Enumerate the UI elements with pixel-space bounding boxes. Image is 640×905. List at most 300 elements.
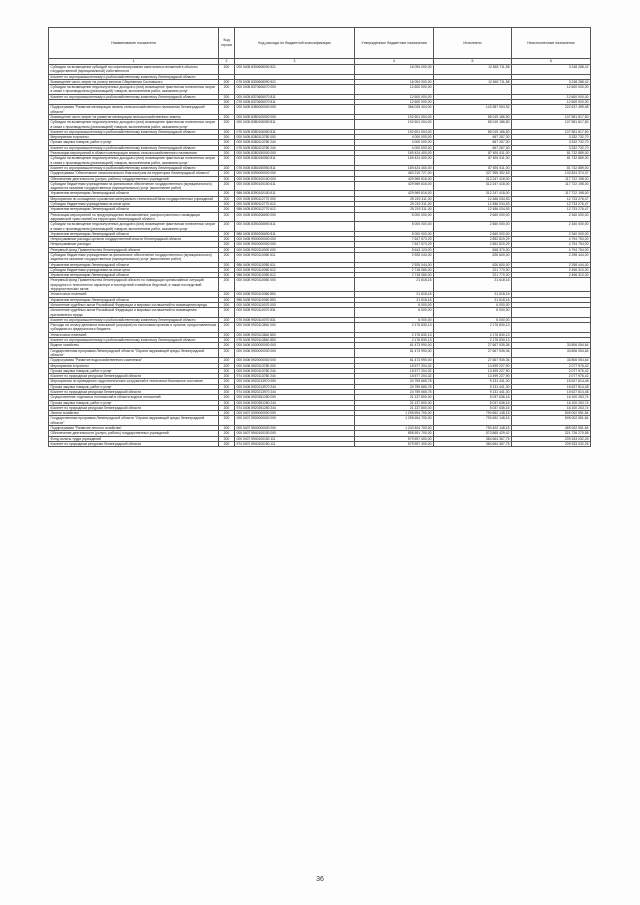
row-classification-code: 000 0405 9920113840 853 <box>235 332 355 337</box>
row-approved: 2 925 044,00 <box>355 252 434 262</box>
row-name: Комитет по природным ресурсам Ленинградской области <box>49 390 219 395</box>
row-approved: 24 759 665,78 <box>355 390 434 395</box>
row-unexecuted: 117 722 198,00 <box>512 181 591 191</box>
row-executed: 327 395 352,63 <box>434 171 512 176</box>
row-executed: 667 267,30 <box>434 145 512 150</box>
row-approved: 21 137 800,00 <box>355 395 434 400</box>
row-line-code: 200 <box>219 247 235 252</box>
row-name: Прочая закупка товаров, работ и услуг <box>49 384 219 389</box>
row-unexecuted: 2 298 444,00 <box>512 252 591 262</box>
column-number: 6 <box>512 59 591 65</box>
row-classification-code: 000 0405 8370606070 000 <box>235 85 355 95</box>
row-unexecuted: 16 100 263,74 <box>512 405 591 410</box>
row-name: Комитет по агропромышленному и рыбохозяйственному комплексу Ленинградской области <box>49 74 219 79</box>
row-executed: 2 176 830,13 <box>434 338 512 343</box>
row-classification-code: 986 0405 8390112770 612 <box>235 207 355 212</box>
row-name: Субсидии бюджетным учреждениям на финансовое обеспечение государственного (муниципального) задания на оказание государственных (муниципальных) услуг (выполнение работ) <box>49 181 219 191</box>
row-executed: 5 037 636,16 <box>434 405 512 410</box>
row-approved: 4 000 000,00 <box>355 140 434 145</box>
row-approved: 25 219 311,00 <box>355 196 434 201</box>
row-name: Комитет по агропромышленному и рыбохозяйственному комплексу Ленинградской области <box>49 129 219 134</box>
row-unexecuted: 81 732 889,00 <box>512 151 591 156</box>
row-line-code: 200 <box>219 278 235 292</box>
row-approved: 12 600 000,00 <box>355 94 434 99</box>
row-unexecuted: 2 496 310,00 <box>512 273 591 278</box>
row-approved: 460 219 727,00 <box>355 171 434 176</box>
row-unexecuted: 3 248 288,42 <box>512 65 591 75</box>
row-line-code: 200 <box>219 151 235 156</box>
row-approved: 61 473 990,00 <box>355 343 434 348</box>
row-unexecuted: 209 333 032,25 <box>512 436 591 441</box>
row-name: Непрограммные расходы органов государственной власти Ленинградской области <box>49 237 219 242</box>
row-approved: 5 643 124,00 <box>355 247 434 252</box>
row-line-code: 200 <box>219 94 235 99</box>
row-approved: 6 000,00 <box>355 317 434 322</box>
budget-execution-table <box>48 27 591 447</box>
row-executed: 9 131 441,30 <box>434 390 512 395</box>
row-unexecuted: 3 248 288,42 <box>512 79 591 84</box>
row-name: Управление ветеринарии Ленинградской области <box>49 297 219 302</box>
row-name: Комитет по агропромышленному и рыбохозяйственному комплексу Ленинградской области <box>49 165 219 170</box>
row-unexecuted <box>512 278 591 292</box>
row-name: Комитет по агропромышленному и рыбохозяйственному комплексу Ленинградской области <box>49 94 219 99</box>
table-row <box>49 252 591 262</box>
row-executed: 384 664 367,75 <box>434 441 512 446</box>
row-executed: 667 267,30 <box>434 135 512 140</box>
row-executed: 790 652 148,15 <box>434 411 512 416</box>
row-unexecuted: 12 600 000,00 <box>512 100 591 105</box>
row-name: Комитет по природным ресурсам Ленинградской области <box>49 405 219 410</box>
header-unexecuted: Неисполненные назначения <box>512 28 591 59</box>
table-row <box>49 441 591 446</box>
row-classification-code: 000 0406 5920213970 244 <box>235 384 355 389</box>
row-classification-code: 000 0407 0000000000 000 <box>235 411 355 416</box>
row-approved: 21 137 800,00 <box>355 400 434 405</box>
row-name: Комитет по природным ресурсам Ленинградской области <box>49 441 219 446</box>
table-row <box>49 85 591 95</box>
row-name: Комитет по агропромышленному и рыбохозяйственному комплексу Ленинградской области <box>49 317 219 322</box>
row-line-code: 200 <box>219 145 235 150</box>
row-unexecuted: 12 733 276,47 <box>512 202 591 207</box>
row-name: Резервный фонд Правительства Ленинградской области <box>49 247 219 252</box>
row-executed: 9 131 441,30 <box>434 379 512 384</box>
row-approved: 21 618,16 <box>355 292 434 297</box>
row-line-code: 200 <box>219 416 235 426</box>
column-number: 5 <box>434 59 512 65</box>
row-approved: 2 176 830,13 <box>355 323 434 333</box>
row-classification-code: 000 0405 8380150000 000 <box>235 151 355 156</box>
row-line-code: 200 <box>219 120 235 130</box>
row-name: Мероприятия и проекты <box>49 135 219 140</box>
header-approved: Утвержденные бюджетные назначения <box>355 28 434 59</box>
row-classification-code: 000 0406 5900000000 000 <box>235 348 355 358</box>
row-line-code: 200 <box>219 237 235 242</box>
row-approved: 21 618,16 <box>355 278 434 292</box>
row-approved: 192 601 004,00 <box>355 129 434 134</box>
row-executed: 13 499 227,90 <box>434 363 512 368</box>
row-classification-code: 986 0405 8390206690 811 <box>235 231 355 236</box>
row-name: Исполнение судебных актов Российской Федерации и мировых соглашений по возмещению вреда <box>49 302 219 307</box>
row-line-code: 200 <box>219 129 235 134</box>
row-unexecuted: 505 002 551,84 <box>512 411 591 416</box>
row-classification-code: 000 0406 5920113780 000 <box>235 363 355 368</box>
row-approved: 2 176 830,13 <box>355 338 434 343</box>
row-approved: 16 094 000,00 <box>355 79 434 84</box>
row-approved: 25 219 311,00 <box>355 202 434 207</box>
row-approved: 1 295 654 700,00 <box>355 416 434 426</box>
row-classification-code: 000 0405 9920110000 000 <box>235 247 355 252</box>
row-name: Субсидии на возмещение недополученных доходов и (или) возмещение фактически понесенных затрат в связи с производством (реализацией) товаров, выполнением работ, оказанием услуг <box>49 222 219 232</box>
row-line-code: 200 <box>219 431 235 436</box>
row-line-code: 200 <box>219 262 235 267</box>
row-unexecuted: 16 100 263,74 <box>512 400 591 405</box>
row-name: Комитет по агропромышленному и рыбохозяйственному комплексу Ленинградской области <box>49 338 219 343</box>
row-unexecuted: 4 794 754,00 <box>512 237 591 242</box>
row-name: Исполнение судебных актов Российской Федерации и мировых соглашений по возмещению причиненного вреда <box>49 308 219 318</box>
row-approved: 21 618,16 <box>355 297 434 302</box>
row-executed: 2 660 000,00 <box>434 231 512 236</box>
row-line-code: 200 <box>219 79 235 84</box>
row-name: Водное хозяйство <box>49 343 219 348</box>
row-executed: 12 486 034,53 <box>434 196 512 201</box>
row-executed: 12 845 711,58 <box>434 79 512 84</box>
row-approved: 61 473 990,00 <box>355 348 434 358</box>
row-name: Расходы на оплату денежных взысканий (штрафов) по налоговым органам и органов, предоставленным субсидиям из федерального бюджета <box>49 323 219 333</box>
row-line-code: 200 <box>219 176 235 181</box>
row-executed: 12 486 034,53 <box>434 207 512 212</box>
row-unexecuted <box>512 323 591 333</box>
row-line-code: 200 <box>219 202 235 207</box>
row-classification-code: 000 0405 8390206690 811 <box>235 222 355 232</box>
row-name: Комитет по природным ресурсам Ленинградской области <box>49 374 219 379</box>
row-unexecuted: 3 332 732,70 <box>512 145 591 150</box>
row-executed: 384 664 367,75 <box>434 436 512 441</box>
row-line-code: 200 <box>219 212 235 222</box>
row-unexecuted: 107 581 817,50 <box>512 129 591 134</box>
row-line-code: 200 <box>219 302 235 307</box>
row-classification-code: 000 0406 5920351280 244 <box>235 400 355 405</box>
row-classification-code: 000 0405 9920000000 000 <box>235 242 355 247</box>
row-classification-code: 000 0405 8390112770 612 <box>235 202 355 207</box>
row-classification-code: 075 0405 8380150550 811 <box>235 165 355 170</box>
table-row <box>49 156 591 166</box>
row-line-code: 200 <box>219 191 235 196</box>
row-executed: 6 000,00 <box>434 302 512 307</box>
row-name: Прочая закупка товаров, работ и услуг <box>49 400 219 405</box>
row-unexecuted: 15 627 814,48 <box>512 390 591 395</box>
row-classification-code: 000 0406 5920113780 244 <box>235 368 355 373</box>
row-classification-code: 000 0405 9920110070 000 <box>235 302 355 307</box>
row-line-code: 200 <box>219 323 235 333</box>
row-name: Субсидии бюджетным учреждениям на финансовое обеспечение государственного (муниципального) задания на оказание государственных (муниципальных) услуг (выполнение работ) <box>49 252 219 262</box>
row-executed: 21 618,16 <box>434 278 512 292</box>
row-line-code: 200 <box>219 85 235 95</box>
header-name: Наименование показателя <box>49 28 219 59</box>
row-unexecuted: 3 332 732,70 <box>512 140 591 145</box>
row-executed: 2 852 819,29 <box>434 237 512 242</box>
row-approved: 5 000 000,00 <box>355 231 434 236</box>
row-executed: 626 600,00 <box>434 262 512 267</box>
row-classification-code: 000 0405 8370606070 811 <box>235 94 355 99</box>
page-number: 36 <box>316 876 324 883</box>
row-name: Подпрограмма "Развитие мелиорации земель сельскохозяйственного назначения Ленинградской области" <box>49 105 219 115</box>
row-name: Уплата иных платежей <box>49 332 219 337</box>
row-unexecuted: 16 100 263,74 <box>512 395 591 400</box>
table-row <box>49 212 591 222</box>
row-unexecuted: 81 732 889,00 <box>512 165 591 170</box>
row-line-code: 200 <box>219 379 235 384</box>
row-unexecuted: 4 794 754,00 <box>512 247 591 252</box>
row-executed: 848 370,00 <box>434 247 512 252</box>
row-classification-code: 075 0405 8300608090 521 <box>235 79 355 84</box>
row-name: Уплата иных платежей <box>49 292 219 297</box>
row-line-code: 200 <box>219 231 235 236</box>
column-number: 2 <box>219 59 235 65</box>
row-executed: 2 852 819,29 <box>434 242 512 247</box>
row-executed: 87 691 511,00 <box>434 165 512 170</box>
row-executed: 2 176 830,13 <box>434 332 512 337</box>
row-approved: 169 424 400,00 <box>355 156 434 166</box>
row-line-code: 200 <box>219 374 235 379</box>
row-classification-code: 000 0405 8380150550 811 <box>235 156 355 166</box>
row-line-code: 200 <box>219 332 235 337</box>
table-row <box>49 120 591 130</box>
table-row <box>49 222 591 232</box>
row-line-code: 200 <box>219 395 235 400</box>
table-row <box>49 348 591 358</box>
row-classification-code: 974 0406 5920351280 244 <box>235 405 355 410</box>
row-executed: 6 000,00 <box>434 308 512 318</box>
row-approved: 4 000 000,00 <box>355 135 434 140</box>
row-executed: 85 019 186,50 <box>434 114 512 119</box>
row-unexecuted: 2 340 000,00 <box>512 231 591 236</box>
row-executed: 85 019 186,50 <box>434 120 512 130</box>
row-name: Резервный фонд Правительства Ленинградской области по ликвидации чрезвычайных ситуаций природного и техногенного характера и последствий стихийных бедствий, а также последствий террористических актов <box>49 278 219 292</box>
row-classification-code: 974 0406 5920213970 244 <box>235 390 355 395</box>
row-line-code: 200 <box>219 317 235 322</box>
row-approved: 429 969 616,00 <box>355 191 434 196</box>
row-classification-code: 000 0407 5900000000 000 <box>235 416 355 426</box>
row-name: Государственная программа Ленинградской области "Охрана окружающей среды Ленинградской области" <box>49 348 219 358</box>
row-unexecuted: 222 637 499,08 <box>512 105 591 115</box>
row-classification-code: 974 0406 5920113780 244 <box>235 374 355 379</box>
row-line-code: 200 <box>219 426 235 431</box>
row-approved: 7 647 573,29 <box>355 237 434 242</box>
row-approved: 15 577 204,32 <box>355 374 434 379</box>
row-classification-code: 000 0405 8390000000 000 <box>235 171 355 176</box>
row-approved: 4 000 000,00 <box>355 145 434 150</box>
row-name: Мероприятия и проекты <box>49 363 219 368</box>
column-number: 1 <box>49 59 219 65</box>
row-name: Государственная программа Ленинградской области "Охрана окружающей среды Ленинградской области" <box>49 416 219 426</box>
row-line-code: 200 <box>219 338 235 343</box>
row-executed: 13 499 227,90 <box>434 374 512 379</box>
row-line-code: 200 <box>219 165 235 170</box>
row-classification-code: 000 0405 9920110050 611 <box>235 252 355 262</box>
row-line-code: 200 <box>219 114 235 119</box>
row-executed: 13 499 227,90 <box>434 368 512 373</box>
row-unexecuted: 33 806 054,64 <box>512 343 591 348</box>
row-unexecuted: 2 496 310,00 <box>512 267 591 272</box>
row-approved: 895 591 700,00 <box>355 431 434 436</box>
row-approved: 25 219 311,00 <box>355 207 434 212</box>
row-line-code: 200 <box>219 196 235 201</box>
row-classification-code: 000 0406 5920351280 000 <box>235 395 355 400</box>
row-classification-code: 974 0407 5940100150 111 <box>235 441 355 446</box>
header-row-code: Код строки <box>219 28 235 59</box>
row-name: Подпрограмма "Развитие водохозяйственного комплекса" <box>49 358 219 363</box>
row-classification-code: 000 0405 8380113780 000 <box>235 135 355 140</box>
row-executed: 573 865 429,42 <box>434 431 512 436</box>
row-line-code: 200 <box>219 384 235 389</box>
row-executed: 2 660 000,00 <box>434 222 512 232</box>
row-approved: 15 577 204,32 <box>355 363 434 368</box>
row-executed: 85 019 186,50 <box>434 129 512 134</box>
row-unexecuted: 117 722 198,00 <box>512 191 591 196</box>
row-executed: 12 486 034,53 <box>434 202 512 207</box>
row-approved: 6 000,00 <box>355 302 434 307</box>
row-executed: 312 247 418,00 <box>434 181 512 191</box>
row-unexecuted: 2 077 976,42 <box>512 374 591 379</box>
row-classification-code: 000 0406 5920000000 000 <box>235 358 355 363</box>
row-classification-code: 000 0405 8390100150 000 <box>235 176 355 181</box>
row-line-code: 200 <box>219 405 235 410</box>
row-name: Управление ветеринарии Ленинградской области <box>49 207 219 212</box>
row-approved: 192 601 004,00 <box>355 120 434 130</box>
row-approved: 24 759 665,78 <box>355 384 434 389</box>
row-approved: 24 759 665,78 <box>355 379 434 384</box>
row-line-code: 200 <box>219 181 235 191</box>
row-approved: 5 000 000,00 <box>355 222 434 232</box>
row-unexecuted: 2 340 000,00 <box>512 222 591 232</box>
row-approved: 6 000,00 <box>355 308 434 318</box>
row-line-code: 200 <box>219 297 235 302</box>
row-unexecuted: 15 627 814,48 <box>512 379 591 384</box>
row-executed: 87 691 511,00 <box>434 156 512 166</box>
row-executed: 87 691 511,00 <box>434 151 512 156</box>
row-line-code: 200 <box>219 390 235 395</box>
row-unexecuted: 117 722 198,00 <box>512 176 591 181</box>
row-classification-code: 000 0405 9920110060 000 <box>235 278 355 292</box>
row-classification-code: 075 0405 8370606070 811 <box>235 100 355 105</box>
row-approved: 2 718 080,00 <box>355 267 434 272</box>
row-unexecuted: 2 340 000,00 <box>512 212 591 222</box>
row-name: Мероприятия по приведению гидротехнических сооружений в технически безопасное состояние <box>49 379 219 384</box>
row-approved: 12 600 000,00 <box>355 85 434 95</box>
row-classification-code: 000 0406 5920213970 000 <box>235 379 355 384</box>
row-approved: 1 295 694 700,00 <box>355 411 434 416</box>
header-classification-code: Код расхода по бюджетной классификации <box>235 28 355 59</box>
row-approved: 579 597 400,00 <box>355 441 434 446</box>
table-row <box>49 278 591 292</box>
row-line-code: 200 <box>219 100 235 105</box>
row-name: Реализация мероприятий по предупреждению возникновения, распространения и ликвидации африканской чумы свиней на территории Ленинградской области <box>49 212 219 222</box>
table-row <box>49 323 591 333</box>
row-name: Субсидии на возмещение субсидий на софинансирование капитальных вложений в объекты государственной (муниципальной) собственности <box>49 65 219 75</box>
row-line-code: 200 <box>219 411 235 416</box>
row-executed: 312 247 418,00 <box>434 176 512 181</box>
row-classification-code: 075 0405 8380113780 244 <box>235 145 355 150</box>
row-unexecuted: 3 332 732,70 <box>512 135 591 140</box>
row-executed: 5 037 636,16 <box>434 395 512 400</box>
row-name: Управление ветеринарии Ленинградской области <box>49 262 219 267</box>
row-name: Субсидии на возмещение недополученных доходов и (или) возмещение фактически понесенных затрат в связи с производством (реализацией) товаров, выполнением работ, оказанием услуг <box>49 156 219 166</box>
row-line-code: 200 <box>219 135 235 140</box>
row-name: Комитет по агропромышленному и рыбохозяйственному комплексу Ленинградской области <box>49 145 219 150</box>
row-unexecuted: 12 600 000,00 <box>512 85 591 95</box>
row-unexecuted: 12 733 276,47 <box>512 207 591 212</box>
row-approved: 429 969 616,00 <box>355 176 434 181</box>
row-approved: 7 647 573,29 <box>355 242 434 247</box>
header-executed: Исполнено <box>434 28 512 59</box>
row-executed: 2 660 000,00 <box>434 212 512 222</box>
row-classification-code: 075 0405 9920110070 831 <box>235 317 355 322</box>
row-executed: 21 618,16 <box>434 292 512 297</box>
row-line-code: 200 <box>219 267 235 272</box>
row-name: Субсидии бюджетным учреждениям на иные цели <box>49 202 219 207</box>
row-executed: 6 000,00 <box>434 317 512 322</box>
row-approved: 169 424 400,00 <box>355 151 434 156</box>
row-classification-code: 075 0405 8380106050 811 <box>235 129 355 134</box>
row-name: Обеспечение деятельности (услуги, работы) государственных учреждений <box>49 431 219 436</box>
row-approved: 5 000 000,00 <box>355 212 434 222</box>
row-unexecuted: 81 732 889,00 <box>512 156 591 166</box>
row-name: Субсидии бюджетным учреждениям на иные цели <box>49 267 219 272</box>
row-name: Непрограммные расходы <box>49 242 219 247</box>
row-unexecuted: 505 002 551,84 <box>512 416 591 426</box>
row-executed: 2 176 830,13 <box>434 323 512 333</box>
row-line-code: 200 <box>219 348 235 358</box>
row-unexecuted: 2 298 444,00 <box>512 262 591 267</box>
row-unexecuted: 321 726 270,58 <box>512 431 591 436</box>
row-line-code: 200 <box>219 156 235 166</box>
row-classification-code: 000 0405 8390112770 000 <box>235 196 355 201</box>
row-unexecuted: 107 581 817,50 <box>512 120 591 130</box>
row-classification-code: 986 0405 8390100150 611 <box>235 191 355 196</box>
row-name: Подпрограмма "Обеспечение эпизоотического благополучия на территории Ленинградской области" <box>49 171 219 176</box>
row-line-code: 200 <box>219 171 235 176</box>
row-classification-code: 000 0405 8390206690 000 <box>235 212 355 222</box>
row-classification-code: 000 0406 0000000000 000 <box>235 343 355 348</box>
row-approved: 1 240 404 700,00 <box>355 426 434 431</box>
row-classification-code: 986 0405 9920110050 611 <box>235 262 355 267</box>
row-unexecuted: 489 002 551,84 <box>512 426 591 431</box>
row-executed: 5 037 636,16 <box>434 400 512 405</box>
row-classification-code: 000 0405 8380113780 244 <box>235 140 355 145</box>
row-executed: 12 845 711,58 <box>434 65 512 75</box>
table-header-row <box>49 28 591 59</box>
row-executed: 221 770,00 <box>434 267 512 272</box>
row-name: Субсидии на возмещение недополученных доходов и (или) возмещение фактически понесенных затрат в связи с производством (реализацией) товаров, выполнением работ, оказанием услуг <box>49 120 219 130</box>
row-name: Фонд оплаты труда учреждений <box>49 436 219 441</box>
row-unexecuted: 2 077 976,42 <box>512 363 591 368</box>
row-approved: 16 094 000,00 <box>355 65 434 75</box>
row-executed: 750 402 148,15 <box>434 426 512 431</box>
column-number: 4 <box>355 59 434 65</box>
row-classification-code: 000 0407 5940100150 111 <box>235 436 355 441</box>
table-row <box>49 181 591 191</box>
row-line-code: 200 <box>219 222 235 232</box>
row-executed: 9 131 441,30 <box>434 384 512 389</box>
row-executed: 143 387 904,92 <box>434 105 512 115</box>
row-classification-code: 000 0405 9900000000 000 <box>235 237 355 242</box>
row-approved: 61 473 990,00 <box>355 358 434 363</box>
row-approved: 2 718 080,00 <box>355 273 434 278</box>
row-line-code: 200 <box>219 273 235 278</box>
row-line-code: 200 <box>219 358 235 363</box>
row-unexecuted: 33 806 054,64 <box>512 348 591 358</box>
row-approved: 12 600 000,00 <box>355 100 434 105</box>
